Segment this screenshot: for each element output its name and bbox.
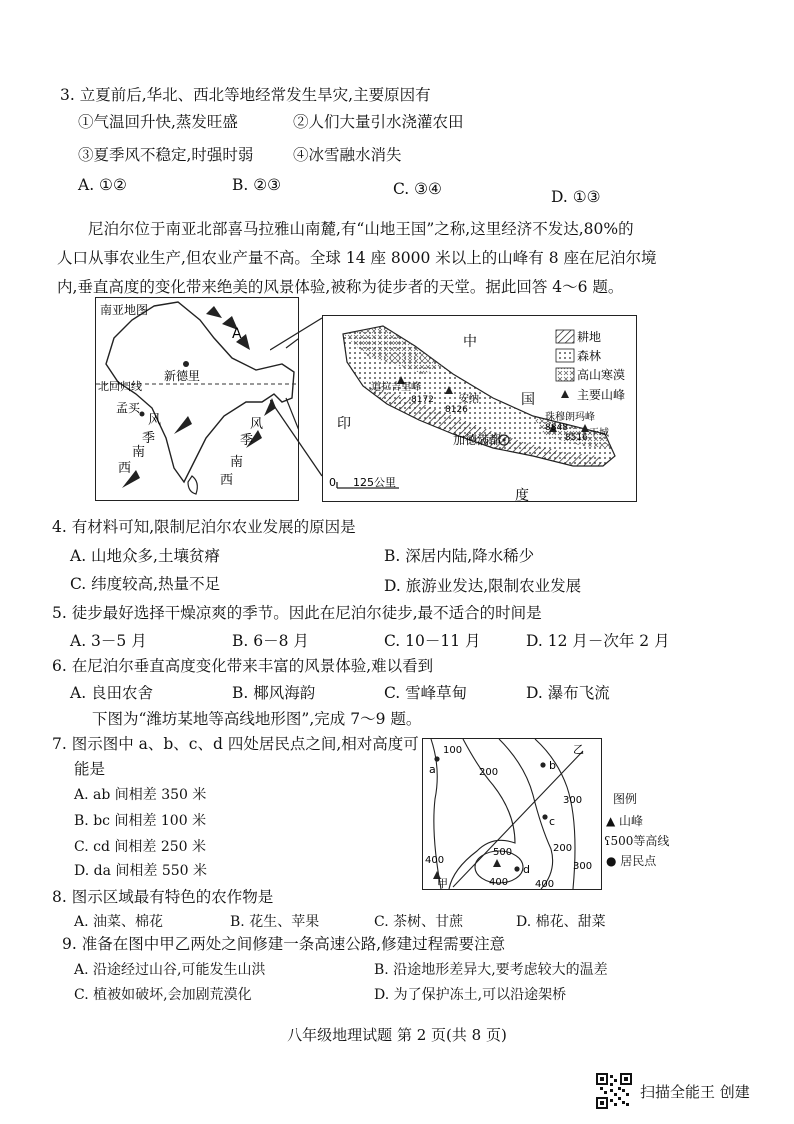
label-zhong: 中 [463, 334, 477, 350]
qr-code-icon [596, 1073, 632, 1109]
q3-option-c: C. ③④ [393, 180, 442, 198]
monsoon-left-2: 季 [142, 431, 156, 446]
q9-option-c: C. 植被如破坏,会加剧荒漠化 [74, 987, 252, 1003]
passage-line-2: 人口从事农业生产,但农业产量不高。全球 14 座 8000 米以上的山峰有 8 座在尼泊尔境 [57, 249, 657, 267]
settlement-dot-icon: ● [606, 854, 621, 868]
legend-forest: 森林 [577, 349, 602, 363]
q3-item-3: ③夏季风不稳定,时强时弱 [78, 146, 254, 164]
contour-label-yi: 乙 [573, 743, 584, 756]
label-guo: 国 [521, 392, 535, 408]
q3-item-1: ①气温回升快,蒸发旺盛 [78, 113, 238, 131]
q9-option-d: D. 为了保护冻土,可以沿途架桥 [374, 987, 567, 1003]
q3-option-d: D. ①③ [551, 188, 601, 206]
passage-line-1: 尼泊尔位于南亚北部喜马拉雅山南麓,有“山地王国”之称,这里经济不发达,80%的 [88, 220, 634, 238]
q7-option-d: D. da 间相差 550 米 [74, 863, 208, 879]
q8-option-a: A. 油菜、棉花 [74, 914, 164, 930]
q7-stem-line-2: 能是 [74, 760, 106, 778]
contour-label-a: a [429, 763, 436, 776]
q9-stem: 9. 准备在图中甲乙两处之间修建一条高速公路,修建过程需要注意 [62, 935, 506, 953]
peak-1-height: 8172 [411, 395, 434, 405]
label-du: 度 [515, 488, 529, 501]
q5-option-c: C. 10－11 月 [384, 632, 481, 650]
q7-option-b: B. bc 间相差 100 米 [74, 813, 207, 829]
q5-option-b: B. 6－8 月 [232, 632, 309, 650]
q4-option-c: C. 纬度较高,热量不足 [70, 575, 221, 593]
contour-value-400-a: 400 [425, 855, 445, 866]
city-new-delhi: 新德里 [164, 369, 201, 383]
intro-7-9: 下图为“潍坊某地等高线地形图”,完成 7～9 题。 [92, 710, 422, 728]
contour-legend-peak-label: 山峰 [619, 814, 644, 828]
contour-value-100: 100 [443, 745, 463, 756]
contour-legend-contour-label: 500等高线 [610, 834, 670, 848]
monsoon-right-2: 季 [240, 433, 254, 448]
contour-value-200-b: 200 [553, 843, 573, 854]
q8-option-b: B. 花生、苹果 [230, 914, 320, 930]
contour-label-jia: 甲 [437, 877, 448, 889]
nepal-map-drawing [323, 316, 636, 501]
peak-4-height: 8516 [565, 433, 588, 443]
label-yin: 印 [337, 416, 351, 432]
contour-label-d: d [523, 863, 530, 876]
tropic-of-cancer-label: 北回归线 [98, 380, 142, 393]
contour-label-c: c [549, 815, 556, 828]
south-asia-map [95, 297, 299, 501]
contour-legend-title: 图例 [613, 792, 638, 806]
q8-option-c: C. 茶树、甘蔗 [374, 914, 464, 930]
contour-value-300-a: 300 [563, 795, 583, 806]
contour-label-b: b [549, 759, 556, 772]
q5-stem: 5. 徒步最好选择干燥凉爽的季节。因此在尼泊尔徒步,最不适合的时间是 [52, 604, 542, 622]
contour-line-icon: ʕ [604, 834, 611, 848]
city-mumbai: 孟买 [116, 401, 141, 415]
peak-4-name: 干城 [589, 428, 609, 439]
scanner-watermark: 扫描全能王 创建 [640, 1083, 750, 1101]
legend-farmland: 耕地 [577, 330, 602, 344]
capital-kathmandu: 加德满都 [453, 433, 502, 447]
peak-2-height: 8126 [445, 405, 468, 415]
q4-option-b: B. 深居内陆,降水稀少 [384, 547, 535, 565]
q8-option-d: D. 棉花、甜菜 [516, 914, 606, 930]
contour-legend-peak [606, 812, 643, 830]
contour-legend-settlement-label: 居民点 [620, 854, 657, 868]
peak-3-name: 珠穆朗玛峰 [545, 412, 595, 423]
passage-line-3: 内,垂直高度的变化带来绝美的风景体验,被称为徒步者的天堂。据此回答 4～6 题。 [57, 278, 624, 296]
nepal-map [322, 315, 637, 502]
monsoon-right-4: 西 [220, 473, 234, 488]
q6-option-c: C. 雪峰草甸 [384, 684, 468, 702]
q6-option-d: D. 瀑布飞流 [526, 684, 610, 702]
page-footer: 八年级地理试题 第 2 页(共 8 页) [287, 1026, 507, 1044]
q4-stem: 4. 有材料可知,限制尼泊尔农业发展的原因是 [52, 518, 356, 536]
q3-option-a: A. ①② [78, 176, 127, 194]
scale-label: 125公里 [353, 476, 396, 489]
letter-a: A [232, 326, 242, 342]
contour-value-400-b: 400 [489, 877, 509, 888]
q9-option-a: A. 沿途经过山谷,可能发生山洪 [74, 962, 266, 978]
q3-item-2: ②人们大量引水浇灌农田 [293, 113, 464, 131]
q3-stem: 3. 立夏前后,华北、西北等地经常发生旱灾,主要原因有 [60, 86, 431, 104]
q6-option-b: B. 椰风海韵 [232, 684, 316, 702]
q3-item-4: ④冰雪融水消失 [293, 146, 402, 164]
legend-main-peak: 主要山峰 [577, 388, 626, 402]
south-asia-map-title: 南亚地图 [100, 303, 149, 317]
q5-option-d: D. 12 月－次年 2 月 [526, 632, 670, 650]
q8-stem: 8. 图示区域最有特色的农作物是 [52, 888, 274, 906]
contour-map-drawing [423, 739, 601, 889]
contour-value-500: 500 [493, 847, 513, 858]
peak-icon: ▲ [606, 814, 620, 828]
monsoon-right-3: 南 [230, 455, 244, 470]
q5-option-a: A. 3－5 月 [70, 632, 147, 650]
monsoon-left-3: 南 [132, 445, 146, 460]
monsoon-left-1: 风 [148, 413, 162, 428]
monsoon-left-4: 西 [118, 461, 132, 476]
q9-option-b: B. 沿途地形差异大,要考虑较大的温差 [374, 962, 608, 978]
passage [57, 215, 702, 302]
scale-zero: 0 [329, 476, 336, 489]
peak-3-height: 8848 [545, 423, 568, 433]
q4-option-a: A. 山地众多,土壤贫瘠 [70, 547, 220, 565]
q4-option-d: D. 旅游业发达,限制农业发展 [384, 577, 582, 595]
contour-legend-settlement [606, 852, 656, 870]
q7-stem-line-1: 7. 图示图中 a、b、c、d 四处居民点之间,相对高度可 [52, 735, 419, 753]
contour-legend-contour [604, 832, 669, 850]
q7-option-a: A. ab 间相差 350 米 [74, 787, 207, 803]
peak-1-name: 道拉吉里峰 [371, 382, 421, 393]
south-asia-map-drawing [96, 298, 298, 500]
contour-map [422, 738, 602, 890]
peak-2-name: 安纳 [459, 394, 479, 405]
contour-value-300-b: 300 [573, 861, 593, 872]
monsoon-right-1: 风 [250, 417, 264, 432]
map-connector-lines [270, 300, 330, 500]
q3-option-b: B. ②③ [232, 176, 282, 194]
q7-option-c: C. cd 间相差 250 米 [74, 839, 206, 855]
q6-option-a: A. 良田农舍 [70, 684, 154, 702]
contour-value-400-c: 400 [535, 879, 555, 889]
q6-stem: 6. 在尼泊尔垂直高度变化带来丰富的风景体验,难以看到 [52, 657, 434, 675]
contour-value-200-a: 200 [479, 767, 499, 778]
legend-alpine-desert: 高山寒漠 [577, 368, 626, 382]
